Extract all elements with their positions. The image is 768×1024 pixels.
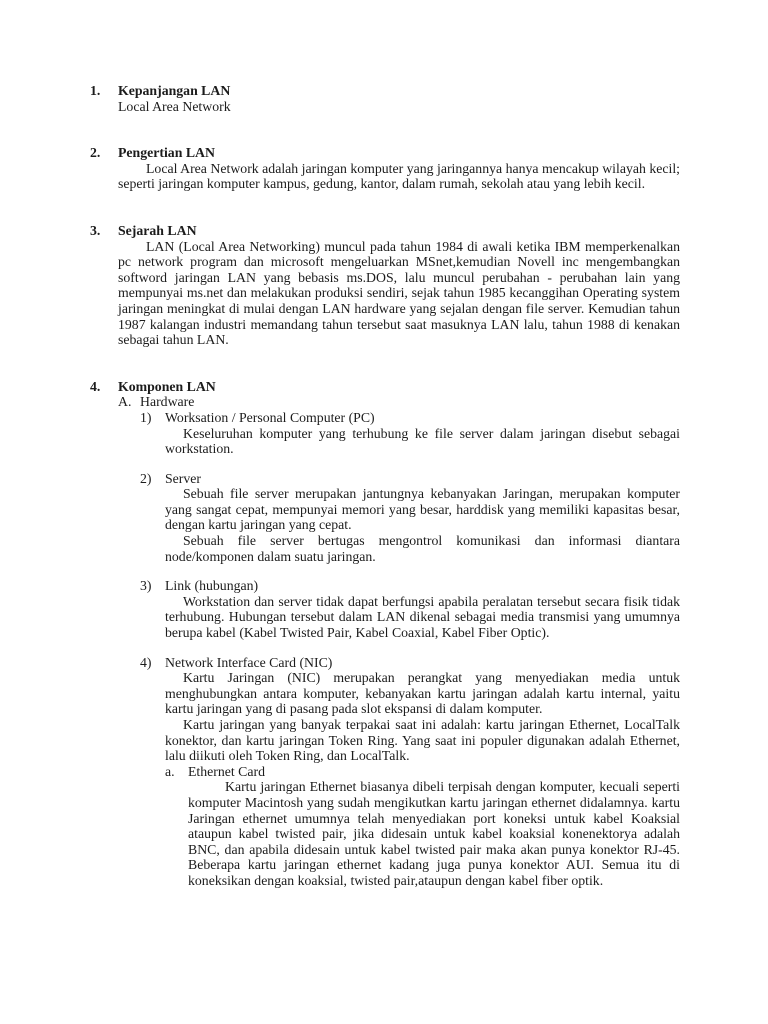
subsection-title: Hardware: [140, 394, 195, 410]
sublist-item-letter: a.: [165, 763, 175, 779]
subsection-letter: A.: [118, 394, 132, 410]
section-heading: [90, 379, 680, 395]
list-item-title: Worksation / Personal Computer (PC): [165, 409, 375, 425]
list-item-heading: [140, 471, 680, 487]
list-item-heading: [140, 655, 680, 671]
section-komponen-lan: [90, 379, 680, 889]
section-title: Komponen LAN: [118, 378, 216, 394]
list-item-title: Network Interface Card (NIC): [165, 654, 333, 670]
sublist-item-heading: [165, 764, 680, 780]
section-number: 3.: [90, 222, 101, 238]
section-title: Sejarah LAN: [118, 222, 197, 238]
list-item-heading: [140, 410, 680, 426]
list-item-number: 3): [140, 578, 152, 594]
list-item-workstation: [140, 410, 680, 457]
list-item-title: Server: [165, 470, 202, 486]
paragraph: Kartu jaringan yang banyak terpakai saat ini adalah: kartu jaringan Ethernet, LocalTalk konektor, dan kartu jaringan Token Ring. Yang saat ini populer digunakan adalah Ethernet, lalu diikuti oleh Token Ring, dan LocalTalk.: [165, 717, 680, 764]
list-item-link: [140, 578, 680, 640]
section-heading: [90, 223, 680, 239]
list-item-title: Link (hubungan): [165, 578, 259, 594]
section-title: Pengertian LAN: [118, 145, 215, 161]
paragraph: LAN (Local Area Networking) muncul pada tahun 1984 di awali ketika IBM memperkenalkan pc network program dan microsoft mengeluarkan MSnet,kemudian Novell inc mengembangkan softword jaringan LAN yang bebasis ms.DOS, lalu muncul perubahan - perubahan lain yang mempunyai ms.net dan melakukan produksi sendiri, sejak tahun 1985 kecanggihan Operating system jaringan meningkat di mulai dengan LAN hardware yang sejalan dengan file server. Kemudian tahun 1987 kalangan industri memandang tahun tersebut saat masuknya LAN lalu, tahun 1988 di kenakan sebagai tahun LAN.: [118, 238, 680, 348]
paragraph: Kartu jaringan Ethernet biasanya dibeli terpisah dengan komputer, kecuali seperti komputer Macintosh yang sudah mengikutkan kartu jaringan ethernet didalamnya. kartu Jaringan ethernet umumnya telah menyediakan port koneksi untuk kabel Koaksial ataupun kabel twisted pair, jika didesain untuk kabel koaksial konenektorya adalah BNC, dan apabila didesain untuk kabel twisted pair maka akan punya konektor RJ-45. Beberapa kartu jaringan ethernet kadang juga punya konektor AUI. Semua itu di koneksikan dengan koaksial, twisted pair,ataupun dengan kabel fiber optik.: [188, 779, 680, 888]
list-item-number: 4): [140, 654, 152, 670]
paragraph: Keseluruhan komputer yang terhubung ke file server dalam jaringan disebut sebagai workstation.: [165, 425, 680, 457]
section-heading: [90, 83, 680, 99]
section-title: Kepanjangan LAN: [118, 83, 231, 98]
paragraph: Sebuah file server merupakan jantungnya kebanyakan Jaringan, merupakan komputer yang sangat cepat, mempunyai memori yang besar, harddisk yang memiliki kapasitas besar, dengan kartu jaringan yang cepat.: [165, 486, 680, 533]
sublist-item-ethernet-card: [140, 764, 680, 889]
section-pengertian-lan: [90, 145, 680, 192]
section-kepanjangan-lan: [90, 83, 680, 114]
section-sejarah-lan: [90, 223, 680, 348]
section-number: 4.: [90, 378, 101, 394]
list-item-number: 1): [140, 409, 152, 425]
paragraph: Workstation dan server tidak dapat berfungsi apabila peralatan tersebut secara fisik tidak terhubung. Hubungan tersebut dalam LAN dikenal sebagai media transmisi yang umumnya berupa kabel (Kabel Twisted Pair, Kabel Coaxial, Kabel Fiber Optic).: [165, 593, 680, 641]
list-item-nic: [140, 655, 680, 889]
section-heading: [90, 145, 680, 161]
paragraph: Local Area Network: [118, 98, 231, 114]
section-number: 2.: [90, 145, 101, 161]
subsection-hardware: [118, 394, 680, 410]
sublist-item-title: Ethernet Card: [188, 763, 266, 779]
list-item-server: [140, 471, 680, 565]
document-content: [90, 83, 680, 889]
section-number: 1.: [90, 83, 101, 98]
paragraph: Sebuah file server bertugas mengontrol komunikasi dan informasi diantara node/komponen dalam suatu jaringan.: [165, 533, 680, 564]
list-item-number: 2): [140, 470, 152, 486]
paragraph: Local Area Network adalah jaringan komputer yang jaringannya hanya mencakup wilayah kecil; seperti jaringan komputer kampus, gedung, kantor, dalam rumah, sekolah atau yang lebih kecil.: [118, 160, 680, 192]
paragraph: Kartu Jaringan (NIC) merupakan perangkat yang menyediakan media untuk menghubungkan antara komputer, kebanyakan kartu jaringan adalah kartu internal, yaitu kartu jaringan yang di pasang pada slot ekspansi di dalam komputer.: [165, 670, 680, 717]
list-item-heading: [140, 578, 680, 594]
